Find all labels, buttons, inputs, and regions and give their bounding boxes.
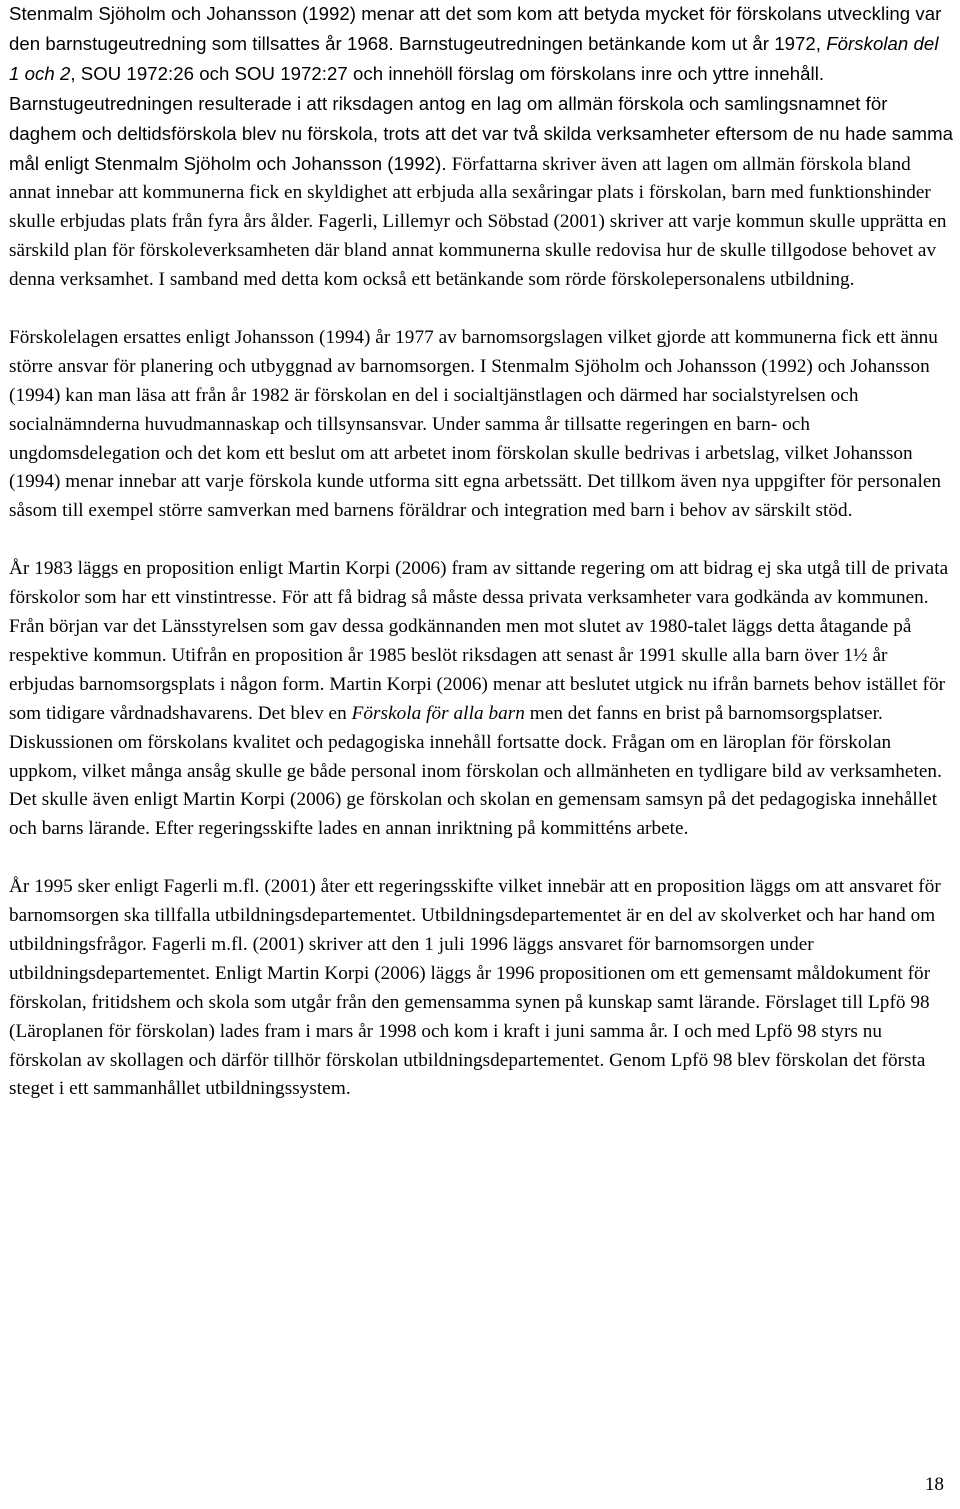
page-number: 18 [924,1474,944,1495]
paragraph-1 [9,0,954,295]
paragraph-3 [9,555,954,844]
text-run: Stenmalm Sjöholm och Johansson (1992) menar att det som kom att betyda mycket för förskolans utveckling var den barnstugeutredning som tillsattes år 1968. [9,3,942,54]
paragraph-2 [9,324,954,526]
text-run: Författarna skriver även att lagen om allmän förskola bland annat innebar att kommunerna fick en skyldighet att erbjuda alla sexåringar plats i förskolan, barn med funktionshinder skulle erbjudas plats från fyra års ålder. Fagerli, Lillemyr och Söbstad (2001) skriver att varje kommun skulle upprätta en särskild plan för förskoleverksamheten där bland annat kommunerna skulle redovisa hur de skulle tillgodose behovet av denna verksamhet. I samband med detta kom också ett betänkande som rörde förskolepersonalens utbildning. [9,153,947,291]
text-run: År 1995 sker enligt Fagerli m.fl. (2001) åter ett regeringsskifte vilket innebär att en proposition läggs om att ansvaret för barnomsorgen ska tillfalla utbildningsdepartementet. Utbildningsdepartementet är en del av skolverket och har hand om utbildningsfrågor. Fagerli m.fl. (2001) skriver att den 1 juli 1996 läggs ansvaret för barnomsorgen under utbildningsdepartementet. Enligt Martin Korpi (2006) läggs år 1996 propositionen om ett gemensamt måldokument för förskolan, fritidshem och skola som utgår från den gemensamma synen på kunskap samt lärande. Förslaget till Lpfö 98 (Läroplanen för förskolan) lades fram i mars år 1998 och kom i kraft i juni samma år. I och med Lpfö 98 styrs nu förskolan av skollagen och därför tillhör förskolan utbildningsdepartementet. Genom Lpfö 98 blev förskolan det första steget i ett sammanhållet utbildningssystem. [9,876,941,1100]
italic-title-run: Förskolan del 1 och 2 [9,32,939,84]
page-body [9,0,954,1104]
text-run: men det fanns en brist på barnomsorgsplatser. Diskussionen om förskolans kvalitet och pedagogiska innehåll fortsatte dock. Frågan om en läroplan för förskolan uppkom, vilket många ansåg skulle ge både personal inom förskolan och allmänheten en tydligare bild av verksamheten. Det skulle även enligt Martin Korpi (2006) ge förskolan och skolan en gemensam samsyn på det pedagogiska innehållet och barns lärande. Efter regeringsskifte lades en annan inriktning på kommitténs arbete. [9,702,942,840]
text-run: Förskolelagen ersattes enligt Johansson (1994) år 1977 av barnomsorgslagen vilket gjorde att kommunerna fick ett ännu större ansvar för planering och utbyggnad av barnomsorgen. I Stenmalm Sjöholm och Johansson (1992) och Johansson (1994) kan man läsa att från år 1982 är förskolan en del i socialtjänstlagen och därmed har socialstyrelsen och socialnämnderna huvudmannaskap och tillsynsansvar. Under samma år tillsatte regeringen en barn- och ungdomsdelegation och det kom ett beslut om att arbetet inom förskolan skulle bedrivas i arbetslag, vilket Johansson (1994) menar innebar att varje förskola kunde utforma sitt egna arbetssätt. Det tillkom även nya uppgifter för personalen såsom till exempel större samverkan med barnens föräldrar och integration med barn i behov av särskilt stöd. [9,326,942,522]
text-run: Barnstugeutredningen betänkande kom ut år 1972, [398,32,827,54]
text-run: , SOU 1972:26 och SOU 1972:27 och innehöll förslag om förskolans inre och yttre innehåll. [70,62,825,84]
text-run: År 1983 läggs en proposition enligt Martin Korpi (2006) fram av sittande regering om att bidrag ej ska utgå till de privata förskolor som har ett vinstintresse. För att få bidrag så måste dessa privata verksamheter vara godkända av kommunen. Från början var det Länsstyrelsen som gav dessa godkännanden men mot slutet av 1980-talet läggs detta åtagande på respektive kommun. Utifrån en proposition år 1985 beslöt riksdagen att senast år 1991 skulle alla barn över 1½ år erbjudas barnomsorgsplats i någon form. Martin Korpi (2006) menar att beslutet utgick nu ifrån barnets behov istället för som tidigare vårdnadshavarens. Det blev en [9,558,949,724]
italic-title-run: Förskola för alla barn [351,702,525,724]
text-run: Barnstugeutredningen resulterade i att riksdagen antog en lag om allmän förskola och samlingsnamnet för daghem och deltidsförskola blev nu förskola, trots att det var två skilda verksamheter eftersom de nu hade samma mål enligt Stenmalm Sjöholm och Johansson (1992). [9,92,954,174]
paragraph-4 [9,873,954,1104]
